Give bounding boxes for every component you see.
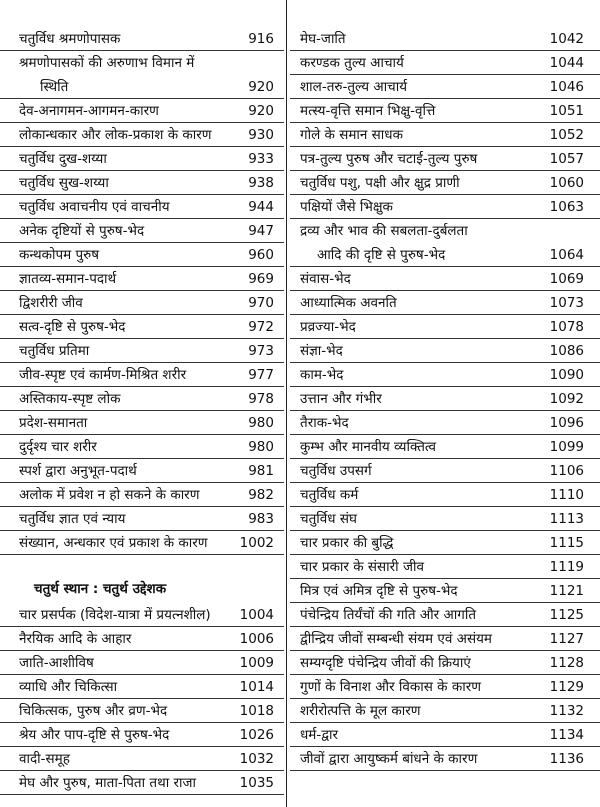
toc-entry [290,698,600,723]
entry-page-number: 1002 [239,535,274,551]
entry-page-number: 969 [248,271,274,287]
entry-page-number: 1136 [549,751,584,767]
entry-title: संवास-भेद [300,271,351,287]
entry-page-number: 930 [248,127,274,143]
entry-page-number: 1110 [549,487,584,503]
entry-title: चतुर्विध दुख-शय्या [19,151,107,167]
entry-title: द्रव्य और भाव की सबलता-दुर्बलता [300,223,468,239]
toc-entry [290,434,600,459]
entry-title: अलोक में प्रवेश न हो सकने के कारण [19,487,200,503]
entry-title: मित्र एवं अमित्र दृष्टि से पुरुष-भेद [300,583,458,599]
entry-title: चतुर्विध संघ [300,511,357,527]
entry-title: चतुर्विध श्रमणोपासक [19,31,121,47]
entry-page-number: 1125 [549,607,584,623]
toc-entry [0,722,284,747]
entry-title: चतुर्विध पशु, पक्षी और क्षुद्र प्राणी [300,175,460,191]
entry-title: पक्षियों जैसे भिक्षुक [300,199,393,215]
entry-title: तैराक-भेद [300,415,349,431]
toc-entry [0,362,284,387]
entry-page-number: 1009 [239,655,274,671]
entry-page-number: 970 [248,295,274,311]
entry-title: चतुर्विध सुख-शय्या [19,175,109,191]
toc-entry [0,602,284,627]
entry-title: व्याधि और चिकित्सा [19,679,118,695]
toc-entry [290,674,600,699]
toc-entry [0,482,284,507]
toc-entry [0,194,284,219]
toc-entry [290,122,600,147]
entry-title: धर्म-द्वार [300,727,339,743]
toc-entry [290,722,600,747]
toc-entry [290,506,600,531]
entry-page-number: 938 [248,175,274,191]
toc-entry [290,602,600,627]
entry-title: अस्तिकाय-स्पृष्ट लोक [19,391,121,407]
entry-page-number: 1113 [549,511,584,527]
toc-entry [290,746,600,771]
entry-page-number: 1092 [549,391,584,407]
entry-title: चार प्रकार की बुद्धि [300,535,394,551]
entry-page-number: 1099 [549,439,584,455]
entry-title: सम्यग्दृष्टि पंचेन्द्रिय जीवों की क्रियाएं [300,655,471,671]
entry-page-number: 978 [248,391,274,407]
entry-title: गोले के समान साधक [300,127,403,143]
entry-page-number: 944 [248,199,274,215]
entry-page-number: 916 [248,31,274,47]
entry-page-number: 1090 [549,367,584,383]
toc-entry [0,338,284,363]
entry-title: करण्डक तुल्य आचार्य [300,55,404,71]
entry-page-number: 983 [248,511,274,527]
toc-entry [290,650,600,675]
entry-title: संख्यान, अन्धकार एवं प्रकाश के कारण [19,535,208,551]
entry-page-number: 1132 [549,703,584,719]
entry-page-number: 1051 [549,103,584,119]
entry-page-number: 982 [248,487,274,503]
entry-title: श्रमणोपासकों की अरुणाभ विमान में [19,55,195,71]
toc-entry [0,26,284,51]
entry-page-number: 1086 [549,343,584,359]
entry-title: प्रदेश-समानता [19,415,88,431]
toc-entry [0,770,284,795]
entry-title: स्थिति [40,79,69,95]
entry-title: नैरयिक आदि के आहार [19,631,132,647]
entry-page-number: 1119 [549,559,584,575]
entry-title: श्रेय और पाप-दृष्टि से पुरुष-भेद [19,727,170,743]
toc-entry [290,554,600,579]
toc-entry [290,314,600,339]
entry-title: चार प्रकार के संसारी जीव [300,559,424,575]
toc-entry [0,170,284,195]
entry-page-number: 1032 [239,751,274,767]
entry-page-number: 947 [248,223,274,239]
toc-entry [290,242,600,267]
entry-page-number: 960 [248,247,274,263]
entry-page-number: 1073 [549,295,584,311]
entry-title: जीव-स्पृष्ट एवं कार्मण-मिश्रित शरीर [19,367,187,383]
entry-page-number: 1014 [239,679,274,695]
toc-entry [290,386,600,411]
toc-entry [290,626,600,651]
entry-title: चतुर्विध अवाचनीय एवं वाचनीय [19,199,170,215]
entry-page-number: 1127 [549,631,584,647]
entry-title: द्विशरीरी जीव [19,295,83,311]
toc-entry [0,434,284,459]
column-divider [286,0,287,807]
section-heading [0,576,284,600]
toc-entry [0,386,284,411]
entry-page-number: 973 [248,343,274,359]
toc-entry [290,146,600,171]
entry-title: सत्व-दृष्टि से पुरुष-भेद [19,319,126,335]
entry-title: आदि की दृष्टि से पुरुष-भेद [317,247,446,263]
toc-entry [290,530,600,555]
toc-entry [290,482,600,507]
entry-page-number: 972 [248,319,274,335]
entry-page-number: 1052 [549,127,584,143]
toc-entry [0,242,284,267]
entry-title: वादी-समूह [19,751,70,767]
entry-title: गुणों के विनाश और विकास के कारण [300,679,481,695]
entry-page-number: 933 [248,151,274,167]
toc-entry [0,50,284,74]
entry-title: अनेक दृष्टियों से पुरुष-भेद [19,223,145,239]
entry-page-number: 980 [248,439,274,455]
entry-page-number: 1057 [549,151,584,167]
entry-page-number: 1078 [549,319,584,335]
toc-entry [0,746,284,771]
section-heading-text: चतुर्थ स्थान : चतुर्थ उद्देशक [34,581,167,597]
entry-page-number: 920 [248,103,274,119]
entry-page-number: 1046 [549,79,584,95]
toc-entry [0,410,284,435]
entry-page-number: 981 [248,463,274,479]
toc-entry [0,650,284,675]
toc-entry [0,146,284,171]
toc-entry [290,26,600,51]
toc-entry [290,578,600,603]
entry-page-number: 1121 [549,583,584,599]
entry-title: चतुर्विध ज्ञात एवं न्याय [19,511,126,527]
toc-entry [290,338,600,363]
toc-entry [0,698,284,723]
toc-entry [290,458,600,483]
entry-title: चतुर्विध प्रतिमा [19,343,90,359]
toc-entry [290,266,600,291]
toc-entry [0,530,284,555]
entry-title: दुर्दृश्य चार शरीर [19,439,97,455]
entry-title: चार प्रसर्पक (विदेश-यात्रा में प्रयत्नशील) [19,607,211,623]
entry-title: मेघ-जाति [300,31,346,47]
entry-title: मत्स्य-वृत्ति समान भिक्षु-वृत्ति [300,103,436,119]
entry-title: उत्तान और गंभीर [300,391,382,407]
entry-page-number: 980 [248,415,274,431]
entry-title: कुम्भ और मानवीय व्यक्तित्व [300,439,436,455]
entry-title: द्वीन्द्रिय जीवों सम्बन्धी संयम एवं असंयम [300,631,493,647]
entry-page-number: 1063 [549,199,584,215]
entry-page-number: 1069 [549,271,584,287]
entry-page-number: 1044 [549,55,584,71]
toc-entry [290,362,600,387]
toc-entry [0,458,284,483]
entry-title: जीवों द्वारा आयुष्कर्म बांधने के कारण [300,751,478,767]
entry-title: काम-भेद [300,367,344,383]
entry-page-number: 1035 [239,775,274,791]
entry-page-number: 1042 [549,31,584,47]
entry-title: कन्थकोपम पुरुष [19,247,100,263]
entry-page-number: 1129 [549,679,584,695]
toc-entry [0,314,284,339]
entry-title: चतुर्विध कर्म [300,487,359,503]
entry-title: प्रव्रज्या-भेद [300,319,356,335]
entry-title: चतुर्विध उपसर्ग [300,463,372,479]
entry-page-number: 1115 [549,535,584,551]
entry-page-number: 1106 [549,463,584,479]
entry-page-number: 1128 [549,655,584,671]
toc-entry [0,266,284,291]
entry-page-number: 1096 [549,415,584,431]
toc-entry [290,170,600,195]
entry-page-number: 920 [248,79,274,95]
entry-title: आध्यात्मिक अवनति [300,295,397,311]
toc-entry [0,290,284,315]
toc-entry [0,218,284,243]
entry-page-number: 1018 [239,703,274,719]
toc-entry [290,50,600,75]
toc-entry [0,122,284,147]
toc-entry [0,74,284,99]
toc-entry [290,218,600,242]
toc-entry [290,194,600,219]
toc-entry [290,410,600,435]
entry-title: पत्र-तुल्य पुरुष और चटाई-तुल्य पुरुष [300,151,478,167]
entry-title: देव-अनागमन-आगमन-कारण [19,103,159,119]
entry-page-number: 1006 [239,631,274,647]
entry-title: ज्ञातव्य-समान-पदार्थ [19,271,117,287]
entry-page-number: 1004 [239,607,274,623]
entry-title: शरीरोत्पत्ति के मूल कारण [300,703,421,719]
entry-title: लोकान्धकार और लोक-प्रकाश के कारण [19,127,212,143]
toc-entry [290,98,600,123]
entry-title: स्पर्श द्वारा अनुभूत-पदार्थ [19,463,137,479]
entry-page-number: 1026 [239,727,274,743]
toc-entry [0,506,284,531]
entry-title: जाति-आशीविष [19,655,94,671]
toc-entry [0,674,284,699]
toc-entry [290,290,600,315]
entry-title: संज्ञा-भेद [300,343,343,359]
entry-page-number: 977 [248,367,274,383]
entry-title: शाल-तरु-तुल्य आचार्य [300,79,408,95]
entry-title: मेघ और पुरुष, माता-पिता तथा राजा [19,775,197,791]
entry-page-number: 1064 [549,247,584,263]
entry-page-number: 1134 [549,727,584,743]
entry-title: पंचेन्द्रिय तिर्यंचों की गति और आगति [300,607,477,623]
toc-entry [0,626,284,651]
toc-entry [290,74,600,99]
entry-page-number: 1060 [549,175,584,191]
toc-entry [0,98,284,123]
entry-title: चिकित्सक, पुरुष और व्रण-भेद [19,703,168,719]
